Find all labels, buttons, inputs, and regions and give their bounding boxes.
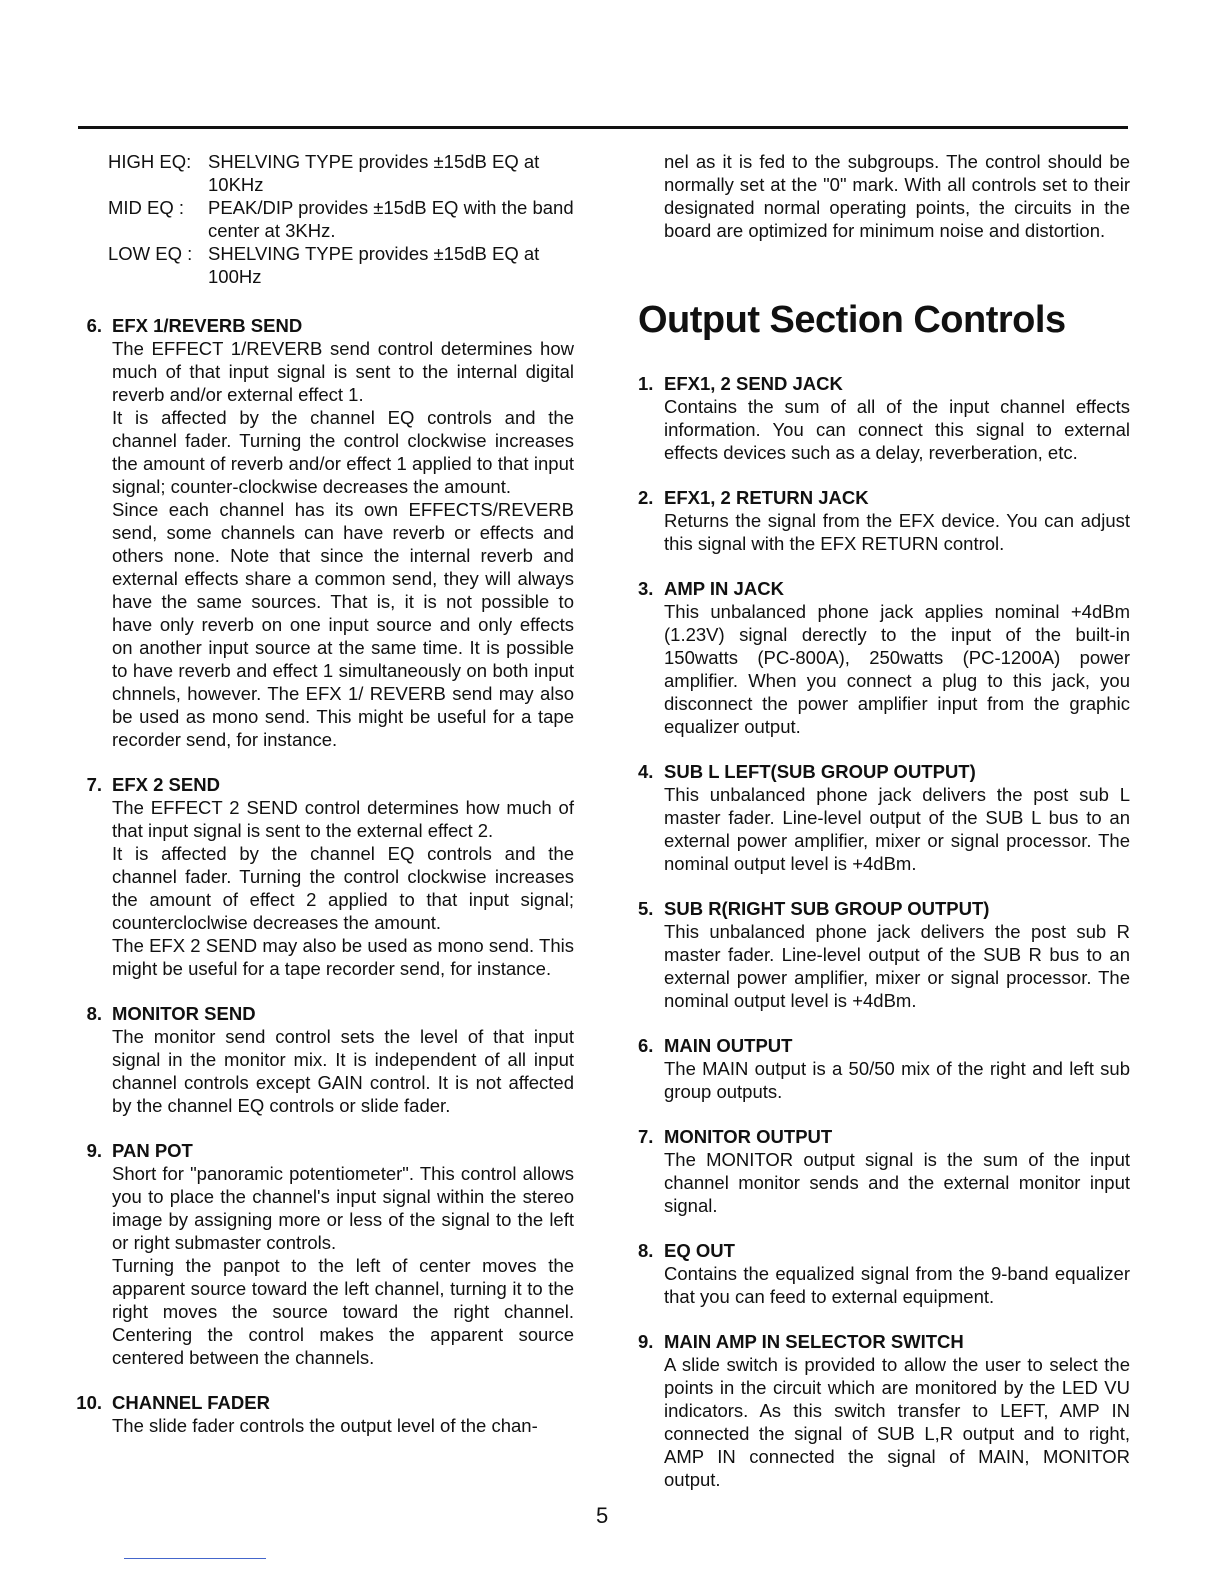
item-paragraph: This unbalanced phone jack delivers the post sub L master fader. Line-level output of the SUB L bus to an external power amplifier, mixer or signal processor. The nominal output level is +4dBm. (664, 784, 1130, 874)
list-item (638, 577, 1130, 738)
item-paragraph: Contains the equalized signal from the 9-band equalizer that you can feed to external equipment. (664, 1263, 1130, 1307)
eq-spec-text: SHELVING TYPE provides ±15dB EQ at 100Hz (208, 243, 540, 287)
item-paragraph: The monitor send control sets the level of that input signal in the monitor mix. It is independent of all input channel controls except GAIN control. It is not affected by the channel EQ controls or slide fader. (112, 1026, 574, 1116)
item-number: 10. (76, 1392, 102, 1413)
item-number: 2. (638, 487, 654, 508)
page-number: 5 (596, 1503, 609, 1528)
eq-spec-label: LOW EQ : (108, 243, 193, 264)
left-column (76, 150, 574, 1459)
item-paragraph: The MAIN output is a 50/50 mix of the right and left sub group outputs. (664, 1058, 1130, 1102)
item-title: MAIN OUTPUT (664, 1035, 793, 1056)
section-title: Output Section Controls (638, 299, 1066, 341)
item-paragraph: Turning the panpot to the left of center moves the apparent source toward the left channel, turning it to the right moves the source toward the right channel. Centering the control makes the apparent source centered between the channels. (112, 1255, 574, 1368)
list-item (638, 486, 1130, 555)
item-heading (638, 1034, 1130, 1057)
item-number: 8. (86, 1003, 102, 1024)
item-paragraph: It is affected by the channel EQ controls and the channel fader. Turning the control clockwise increases the amount of effect 2 applied to that input signal; countercloclwise decreases the amount. (112, 843, 574, 933)
item-paragraph: This unbalanced phone jack delivers the post sub R master fader. Line-level output of the SUB R bus to an external power amplifier, mixer or signal processor. The nominal output level is +4dBm. (664, 921, 1130, 1011)
item-heading (638, 577, 1130, 600)
item-number: 8. (638, 1240, 654, 1261)
item-title: EQ OUT (664, 1240, 735, 1261)
eq-spec-label: HIGH EQ: (108, 151, 192, 172)
item-paragraph: The slide fader controls the output level of the chan- (112, 1415, 538, 1436)
item-heading (638, 1239, 1130, 1262)
item-number: 7. (638, 1126, 654, 1147)
item-paragraph: The EFFECT 2 SEND control determines how much of that input signal is sent to the external effect 2. (112, 797, 574, 841)
item-paragraph: The MONITOR output signal is the sum of the input channel monitor sends and the external monitor input signal. (664, 1149, 1130, 1216)
item-heading (76, 1391, 574, 1414)
list-item (638, 1034, 1130, 1103)
item-title: EFX1, 2 SEND JACK (664, 373, 843, 394)
continued-paragraph: nel as it is fed to the subgroups. The control should be normally set at the "0" mark. With all controls set to their designated normal operating points, the circuits in the board are optimized for minimum noise and distortion. (664, 151, 1130, 241)
item-title: SUB R(RIGHT SUB GROUP OUTPUT) (664, 898, 990, 919)
list-item (86, 773, 574, 980)
item-number: 9. (86, 1140, 102, 1161)
list-item (638, 897, 1130, 1012)
item-paragraph: Since each channel has its own EFFECTS/REVERB send, some channels can have reverb or effects and others none. Note that since the internal reverb and external effects share a common send, they will always have the same sources. That is, it is not possible to have only reverb on one input source and only effects on another input source at the same time. It is possible to have reverb and effect 1 simultaneously on both input chnnels, however. The EFX 1/ REVERB send may also be used as mono send. This might be useful for a tape recorder send, for instance. (112, 499, 574, 750)
eq-spec-row (108, 242, 574, 288)
item-heading (86, 1139, 574, 1162)
item-paragraph: This unbalanced phone jack applies nominal +4dBm (1.23V) signal derectly to the input of the built-in 150watts (PC-800A), 250watts (PC-1200A) power amplifier. When you connect a plug to this jack, you disconnect the power amplifier input from the graphic equalizer output. (664, 601, 1130, 737)
eq-spec-list (108, 150, 574, 288)
item-paragraph: A slide switch is provided to allow the user to select the points in the circuit which are monitored by the LED VU indicators. As this switch transfer to LEFT, AMP IN connected the signal of SUB L,R output and to right, AMP IN connected the signal of MAIN, MONITOR output. (664, 1354, 1130, 1490)
item-title: AMP IN JACK (664, 578, 784, 599)
item-title: EFX 2 SEND (112, 774, 220, 795)
item-heading (638, 372, 1130, 395)
item-title: SUB L LEFT(SUB GROUP OUTPUT) (664, 761, 976, 782)
list-item (86, 1002, 574, 1117)
item-title: EFX 1/REVERB SEND (112, 315, 303, 336)
footer-line (124, 1558, 266, 1559)
eq-spec-row (108, 196, 574, 242)
list-item (638, 372, 1130, 464)
list-item (86, 314, 574, 751)
item-heading (86, 773, 574, 796)
item-number: 6. (638, 1035, 654, 1056)
list-item (638, 1239, 1130, 1308)
item-number: 9. (638, 1331, 654, 1352)
list-item (638, 760, 1130, 875)
item-title: PAN POT (112, 1140, 193, 1161)
list-item (638, 1125, 1130, 1217)
left-item-list (76, 314, 574, 1437)
item-paragraph: Contains the sum of all of the input channel effects information. You can connect this signal to external effects devices such as a delay, reverberation, etc. (664, 396, 1130, 463)
item-number: 4. (638, 761, 654, 782)
item-title: MONITOR SEND (112, 1003, 256, 1024)
item-number: 6. (86, 315, 102, 336)
list-item (76, 1391, 574, 1437)
item-paragraph: It is affected by the channel EQ controls and the channel fader. Turning the control clockwise increases the amount of reverb and/or effect 1 applied to that input signal; counter-clockwise decreases the amount. (112, 407, 574, 497)
right-column (638, 150, 1130, 1513)
eq-spec-text: PEAK/DIP provides ±15dB EQ with the band center at 3KHz. (208, 197, 574, 241)
item-heading (86, 314, 574, 337)
item-title: EFX1, 2 RETURN JACK (664, 487, 869, 508)
item-number: 1. (638, 373, 654, 394)
list-item (86, 1139, 574, 1369)
item-heading (638, 897, 1130, 920)
item-heading (638, 1330, 1130, 1353)
header-rule (78, 126, 1128, 129)
item-number: 7. (86, 774, 102, 795)
item-heading (638, 1125, 1130, 1148)
item-paragraph: The EFX 2 SEND may also be used as mono send. This might be useful for a tape recorder send, for instance. (112, 935, 574, 979)
item-heading (638, 486, 1130, 509)
item-title: CHANNEL FADER (112, 1392, 270, 1413)
item-number: 5. (638, 898, 654, 919)
item-heading (86, 1002, 574, 1025)
item-title: MONITOR OUTPUT (664, 1126, 833, 1147)
item-paragraph: Short for "panoramic potentiometer". This control allows you to place the channel's input signal within the stereo image by assigning more or less of the signal to the left or right submaster controls. (112, 1163, 574, 1253)
eq-spec-row (108, 150, 574, 196)
item-heading (638, 760, 1130, 783)
item-paragraph: The EFFECT 1/REVERB send control determines how much of that input signal is sent to the internal digital reverb and/or external effect 1. (112, 338, 574, 405)
item-title: MAIN AMP IN SELECTOR SWITCH (664, 1331, 964, 1352)
list-item (638, 1330, 1130, 1491)
item-paragraph: Returns the signal from the EFX device. You can adjust this signal with the EFX RETURN control. (664, 510, 1130, 554)
eq-spec-text: SHELVING TYPE provides ±15dB EQ at 10KHz (208, 151, 540, 195)
item-number: 3. (638, 578, 654, 599)
right-item-list (638, 372, 1130, 1491)
eq-spec-label: MID EQ : (108, 197, 185, 218)
